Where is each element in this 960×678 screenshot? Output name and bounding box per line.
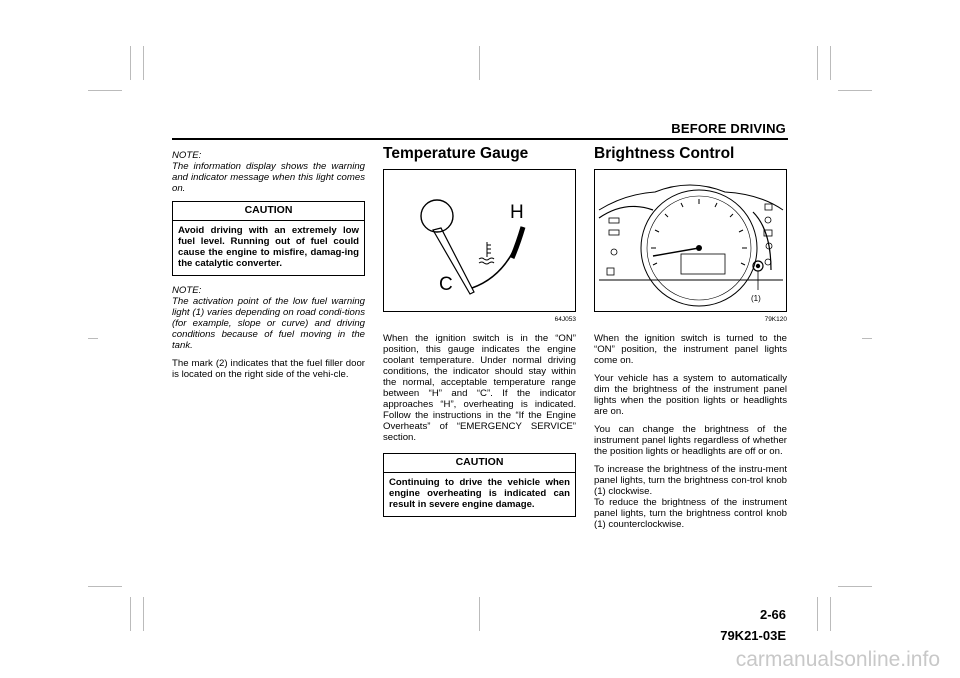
brightness-knob-center <box>756 264 760 268</box>
body-paragraph: When the ignition switch is turned to the “ON” position, the instrument panel lights come on. <box>594 333 787 366</box>
speedometer-needle <box>653 248 699 256</box>
gauge-scale-arc <box>472 227 523 288</box>
body-paragraph: You can change the brightness of the instrument panel lights regardless of whether the position lights or headlights are off or on. <box>594 424 787 457</box>
figure-caption: 64J053 <box>554 316 576 323</box>
crop-mark <box>817 46 818 80</box>
caution-title: CAUTION <box>384 454 575 473</box>
caution-box <box>172 201 365 276</box>
section-heading: Brightness Control <box>594 145 735 162</box>
indicator-lamps <box>607 218 619 275</box>
body-paragraph: To increase the brightness of the instru-ment panel lights, turn the brightness con-trol knob (1) clockwise. To reduce the brightness of the instrument panel lights, turn the brightness control knob (1) counterclockwise. <box>594 464 787 530</box>
crop-mark <box>817 597 818 631</box>
body-paragraph: Your vehicle has a system to automatically dim the brightness of the instrument panel lights when the position lights or headlights are on. <box>594 373 787 417</box>
needle-hub <box>696 245 702 251</box>
tachometer-arc <box>599 206 653 218</box>
right-column <box>594 145 787 537</box>
instrument-panel-illustration <box>595 170 786 311</box>
left-column <box>172 150 365 387</box>
document-id: 79K21-03E <box>720 628 786 643</box>
page-number: 2-66 <box>759 607 786 622</box>
crop-mark <box>862 338 872 339</box>
gauge-hot-zone <box>512 227 523 258</box>
gauge-label-c: C <box>439 274 453 295</box>
crop-mark <box>88 586 122 587</box>
speedometer-ticks <box>651 199 747 265</box>
gauge-label-h: H <box>510 202 524 223</box>
section-heading: Temperature Gauge <box>383 145 529 162</box>
caution-body: Avoid driving with an extremely low fuel level. Running out of fuel could cause the engine to misfire, damag-ing the catalytic converter. <box>178 225 359 269</box>
note-block <box>172 150 365 194</box>
note-label: NOTE: <box>172 150 202 161</box>
header-rule <box>172 138 788 140</box>
crop-mark <box>130 597 131 631</box>
temperature-gauge-illustration <box>384 170 575 311</box>
body-paragraph: The mark (2) indicates that the fuel filler door is located on the right side of the vehi-cle. <box>172 358 365 380</box>
crop-mark <box>838 90 872 91</box>
crop-mark <box>143 46 144 80</box>
body-paragraph: When the ignition switch is in the “ON” position, this gauge indicates the engine coolant temperature. Under normal driving conditions, the indicator should stay within the normal, acceptable temperature range between “H” and “C”. If the indicator approaches “H”, overheating is indicated. Follow the instructions in the “If the Engine Overheats” of “EMERGENCY SERVICE” section. <box>383 333 576 443</box>
note-block <box>172 285 365 351</box>
callout-label: (1) <box>751 294 761 303</box>
middle-column <box>383 145 576 526</box>
watermark: carmanualsonline.info <box>735 648 940 671</box>
crop-mark <box>830 46 831 80</box>
gauge-pivot <box>421 200 453 232</box>
crop-mark <box>479 46 480 80</box>
coolant-temperature-icon <box>479 242 494 264</box>
caution-body: Continuing to drive the vehicle when engine overheating is indicated can result in severe engine damage. <box>389 477 570 510</box>
caution-title: CAUTION <box>173 202 364 221</box>
crop-mark <box>88 90 122 91</box>
crop-mark <box>838 586 872 587</box>
instrument-panel-figure <box>594 169 787 312</box>
temperature-gauge-figure <box>383 169 576 312</box>
crop-mark <box>479 597 480 631</box>
caution-box <box>383 453 576 517</box>
crop-mark <box>830 597 831 631</box>
note-label: NOTE: <box>172 285 202 296</box>
crop-mark <box>143 597 144 631</box>
information-display <box>681 254 725 274</box>
note-text: The activation point of the low fuel warning light (1) varies depending on road condi-tions (for example, slope or curve) and driving conditions because of fuel moving in the tank. <box>172 296 365 351</box>
crop-mark <box>88 338 98 339</box>
section-title: BEFORE DRIVING <box>671 121 786 136</box>
figure-caption: 79K120 <box>764 316 787 323</box>
note-text: The information display shows the warning and indicator message when this light comes on. <box>172 161 365 194</box>
crop-mark <box>130 46 131 80</box>
